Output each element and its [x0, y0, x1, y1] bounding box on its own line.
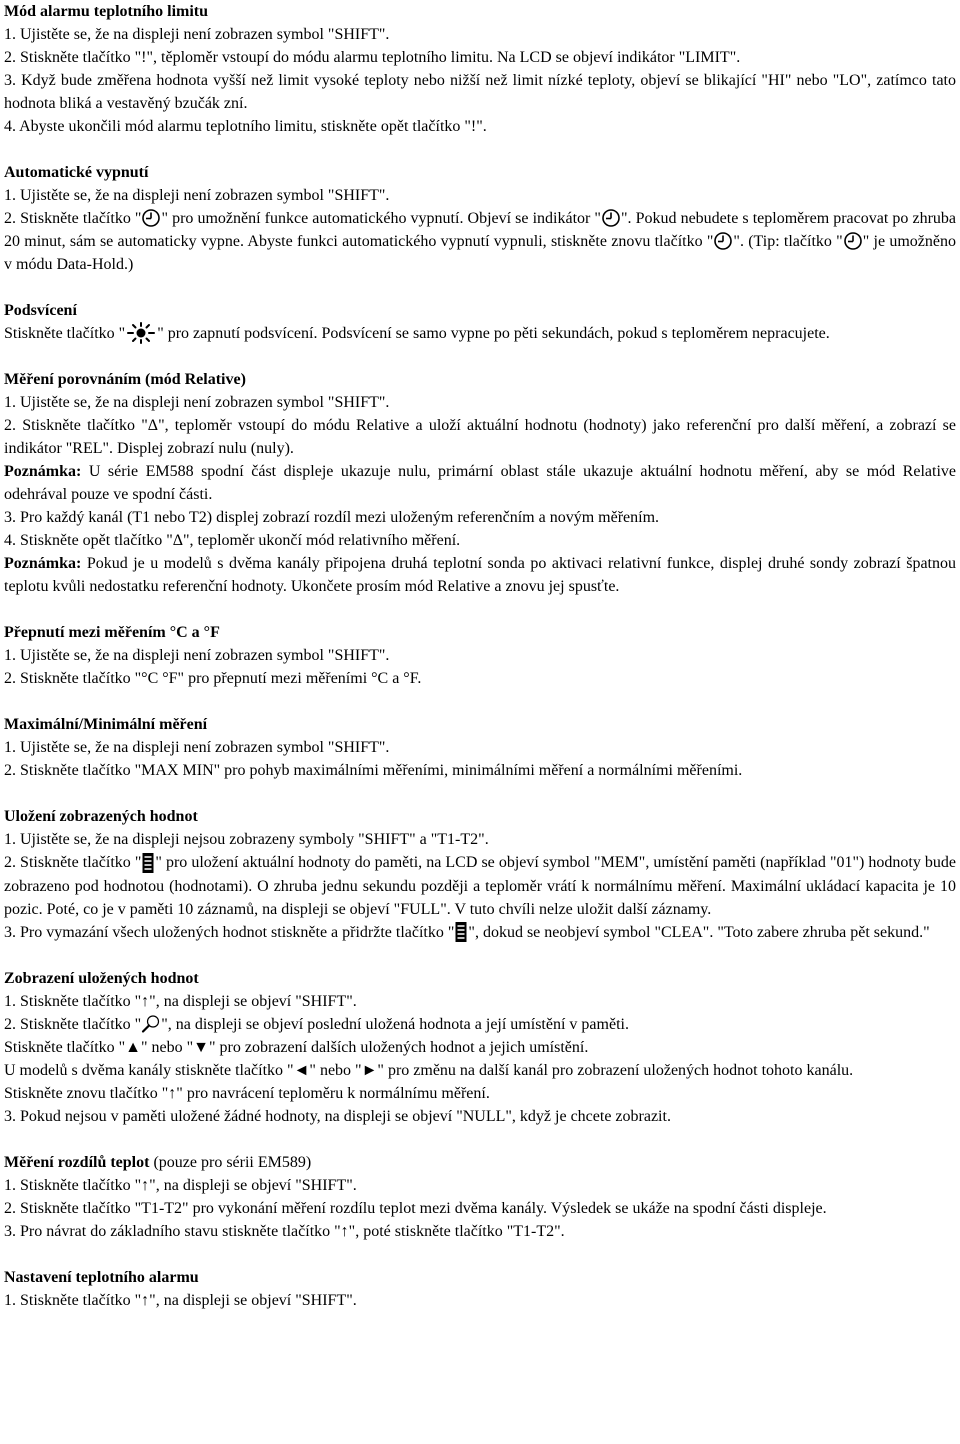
paragraph: 3. Pokud nejsou v paměti uložené žádné hodnoty, na displeji se objeví "NULL", když je chcete zobrazit. [4, 1107, 671, 1125]
paragraph [4, 207, 956, 276]
text-run: Pokud je u modelů s dvěma kanály připojena druhá teplotní sonda po aktivaci relativní funkce, displej druhé sondy zobrazí špatnou teplotu kvůli nedostatku referenční hodnoty. Ukončete prosím mód Relative a znovu jej spusťte. [4, 555, 956, 596]
text-run: U série EM588 spodní část displeje ukazuje nulu, primární oblast stále ukazuje aktuální hodnotu měření, aby se mód Relative odehrával pouze ve spodní části. [4, 463, 956, 504]
text-run: ", na displeji se objeví poslední uložená hodnota a její umístění v paměti. [161, 1015, 629, 1033]
memory-icon [454, 921, 468, 943]
note-label: Poznámka: [4, 463, 82, 481]
section-temperature-difference [4, 1151, 956, 1243]
section-celsius-fahrenheit [4, 621, 956, 690]
note-paragraph [4, 552, 956, 598]
text-run: Stiskněte tlačítko " [4, 325, 126, 342]
text-run: ", dokud se neobjeví symbol "CLEA". "Toto zabere zhruba pět sekund." [468, 923, 930, 941]
text-run: 2. Stiskněte tlačítko " [4, 1015, 142, 1033]
paragraph: 2. Stiskněte tlačítko "MAX MIN" pro pohyb maximálními měřeními, minimálními měření a normálními měřeními. [4, 762, 743, 780]
paragraph: 1. Ujistěte se, že na displeji není zobrazen symbol "SHIFT". [4, 394, 390, 412]
text-run: 2. Stiskněte tlačítko " [4, 854, 142, 872]
section-heading: Nastavení teplotního alarmu [4, 1268, 199, 1286]
paragraph: 4. Stiskněte opět tlačítko "Δ", teploměr ukončí mód relativního měření. [4, 532, 461, 550]
section-temperature-alarm-setup [4, 1266, 956, 1312]
text-run: 3. Pro vymazání všech uložených hodnot stiskněte a přidržte tlačítko " [4, 923, 455, 941]
section-backlight [4, 299, 956, 345]
paragraph: 2. Stiskněte tlačítko "Δ", teploměr vstoupí do módu Relative a uloží aktuální hodnotu (hodnoty) jako referenční pro další měření, a zobrazí se indikátor "REL". Displej zobrazí nulu (nuly). [4, 417, 956, 458]
paragraph [4, 921, 956, 944]
text-run: 2. Stiskněte tlačítko " [4, 210, 142, 227]
paragraph: 1. Stiskněte tlačítko "↑", na displeji se objeví "SHIFT". [4, 992, 357, 1010]
paragraph: 2. Stiskněte tlačítko "!", těploměr vstoupí do módu alarmu teplotního limitu. Na LCD se objeví indikátor "LIMIT". [4, 49, 741, 66]
section-heading: Automatické vypnutí [4, 164, 149, 181]
paragraph: 1. Ujistěte se, že na displeji není zobrazen symbol "SHIFT". [4, 187, 390, 204]
section-heading [4, 1151, 956, 1174]
section-heading: Přepnutí mezi měřením °C a °F [4, 624, 220, 642]
paragraph: 2. Stiskněte tlačítko "T1-T2" pro vykonání měření rozdílu teplot mezi dvěma kanály. Výsledek se ukáže na spodní části displeje. [4, 1199, 827, 1217]
section-heading: Maximální/Minimální měření [4, 716, 208, 734]
paragraph: 4. Abyste ukončili mód alarmu teplotního limitu, stiskněte opět tlačítko "!". [4, 118, 487, 135]
paragraph [4, 322, 956, 345]
text-run: ". (Tip: tlačítko " [733, 233, 843, 250]
paragraph: 1. Stiskněte tlačítko "↑", na displeji se objeví "SHIFT". [4, 1176, 357, 1194]
section-view-stored [4, 967, 956, 1128]
section-heading: Mód alarmu teplotního limitu [4, 3, 209, 20]
paragraph: 2. Stiskněte tlačítko "°C °F" pro přepnutí mezi měřeními °C a °F. [4, 670, 422, 688]
section-heading: Uložení zobrazených hodnot [4, 808, 198, 826]
text-run: " pro uložení aktuální hodnoty do paměti, na LCD se objeví symbol "MEM", umístění paměti (například "01") hodnoty bude zobrazeno pod hodnotou (hodnotami). O zhruba jednu sekundu později a teploměr vrátí k normálnímu měření. Maximální ukládací kapacita je 10 pozic. Poté, co je v paměti 10 záznamů, na displeji se objeví "FULL". V tuto chvíli nelze uložit další záznamy. [4, 854, 957, 918]
paragraph [4, 1013, 956, 1036]
clock-icon [601, 208, 621, 228]
paragraph: 3. Když bude změřena hodnota vyšší než limit vysoké teploty nebo nižší než limit nízké teploty, objeví se blikající "HI" nebo "LO", zatímco tato hodnota bliká a vestavěný bzučák zní. [4, 72, 956, 112]
paragraph: 1. Ujistěte se, že na displeji není zobrazen symbol "SHIFT". [4, 647, 390, 665]
clock-icon [141, 208, 161, 228]
note-label: Poznámka: [4, 555, 82, 573]
paragraph: Stiskněte znovu tlačítko "↑" pro navrácení teploměru k normálnímu měření. [4, 1084, 490, 1102]
section-max-min [4, 713, 956, 782]
text-run: " pro umožnění funkce automatického vypnutí. Objeví se indikátor " [161, 210, 601, 227]
backlight-sun-icon [125, 322, 157, 344]
heading-suffix: (pouze pro sérii EM589) [149, 1153, 312, 1171]
section-heading: Zobrazení uložených hodnot [4, 969, 199, 987]
section-heading: Podsvícení [4, 302, 77, 319]
magnifier-icon [141, 1014, 161, 1034]
paragraph: 1. Ujistěte se, že na displeji není zobrazen symbol "SHIFT". [4, 26, 390, 43]
section-relative-mode [4, 368, 956, 598]
paragraph: Stiskněte tlačítko "▲" nebo "▼" pro zobrazení dalších uložených hodnot a jejich umístění. [4, 1038, 589, 1056]
paragraph [4, 851, 956, 920]
text-run: ". Pokud nebudete s teploměrem pracovat po zhruba 20 minut, sám se automaticky vypne. Abyste funkci automatického vypnutí vypnuli, stiskněte znovu tlačítko " [4, 210, 957, 250]
text-run: " je umožněno v módu Data-Hold.) [4, 233, 956, 273]
clock-icon [713, 231, 733, 251]
paragraph: 3. Pro každý kanál (T1 nebo T2) displej zobrazí rozdíl mezi uloženým referenčním a novým měřením. [4, 509, 660, 527]
text-run: " pro zapnutí podsvícení. Podsvícení se samo vypne po pěti sekundách, pokud s teploměrem nepracujete. [157, 325, 830, 342]
heading-text: Měření rozdílů teplot [4, 1153, 150, 1171]
paragraph: 1. Stiskněte tlačítko "↑", na displeji se objeví "SHIFT". [4, 1291, 357, 1309]
section-heading: Měření porovnáním (mód Relative) [4, 371, 246, 389]
section-auto-power-off [4, 161, 956, 276]
section-temperature-limit-alarm [4, 0, 956, 138]
paragraph: 3. Pro návrat do základního stavu stiskněte tlačítko "↑", poté stiskněte tlačítko "T1-T2". [4, 1222, 565, 1240]
paragraph: U modelů s dvěma kanály stiskněte tlačítko "◄" nebo "►" pro změnu na další kanál pro zobrazení uložených hodnot tohoto kanálu. [4, 1061, 854, 1079]
paragraph: 1. Ujistěte se, že na displeji není zobrazen symbol "SHIFT". [4, 739, 390, 757]
note-paragraph [4, 460, 956, 506]
memory-icon [141, 852, 155, 874]
paragraph: 1. Ujistěte se, že na displeji nejsou zobrazeny symboly "SHIFT" a "T1-T2". [4, 831, 489, 849]
clock-icon [843, 231, 863, 251]
section-store-values [4, 805, 956, 944]
